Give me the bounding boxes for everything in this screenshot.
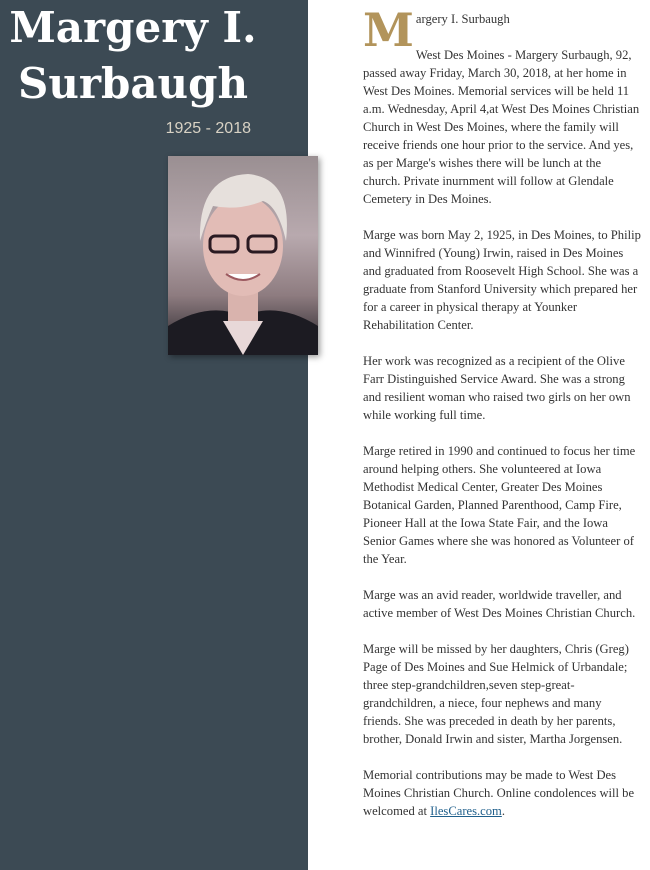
title-text: argery I. Surbaugh <box>415 12 510 26</box>
closing-paragraph <box>363 766 641 820</box>
closing-period: . <box>501 804 505 818</box>
name-line-1: Margery I. <box>9 3 257 52</box>
paragraph: Marge retired in 1990 and continued to focus her time around helping others. She volunteered at Iowa Methodist Medical Center, Greater Des Moines Botanical Garden, Planned Parenthood, Camp Fire, Pioneer Hall at the Iowa State Fair, and the Iowa Senior Games where she was honored as Volunteer of the Year. <box>363 444 636 566</box>
paragraph: Her work was recognized as a recipient of the Olive Farr Distinguished Service Award. She was a strong and resilient woman who raised two girls on her own while working full time. <box>363 354 631 422</box>
obituary-text <box>363 3 641 838</box>
deceased-name <box>0 0 266 112</box>
dropcap-letter: M <box>363 3 414 57</box>
portrait-photo <box>168 156 318 355</box>
closing-text: Memorial contributions may be made to West Des Moines Christian Church. Online condolences will be welcomed at <box>363 768 635 818</box>
obituary-title <box>363 3 641 57</box>
portrait-illustration <box>168 156 318 355</box>
name-line-2: Surbaugh <box>17 59 248 108</box>
paragraph: Marge was an avid reader, worldwide traveller, and active member of West Des Moines Christian Church. <box>363 588 636 620</box>
paragraph: West Des Moines - Margery Surbaugh, 92, passed away Friday, March 30, 2018, at her home in West Des Moines. Memorial services will be held 11 a.m. Wednesday, April 4,at West Des Moines Christian Church in West Des Moines, where the family will receive friends one hour prior to the service. And yes, as per Marge's wishes there will be lunch at the church. Private inurnment will follow at Glendale Cemetery in Des Moines. <box>363 48 640 206</box>
sidebar-panel <box>0 0 308 870</box>
condolences-link[interactable]: IlesCares.com <box>430 804 502 818</box>
paragraph: Marge will be missed by her daughters, Chris (Greg) Page of Des Moines and Sue Helmick of Urbandale; three step-grandchildren,seven step-great-grandchildren, a niece, four nephews and many friends. She was preceded in death by her parents, brother, Donald Irwin and sister, Martha Jorgensen. <box>363 642 629 746</box>
paragraph: Marge was born May 2, 1925, in Des Moines, to Philip and Winnifred (Young) Irwin, raised in Des Moines and graduated from Roosevelt High School. She was a graduate from Stanford University which prepared her for a career in physical therapy at Younker Rehabilitation Center. <box>363 228 641 332</box>
life-dates: 1925 - 2018 <box>165 120 251 137</box>
